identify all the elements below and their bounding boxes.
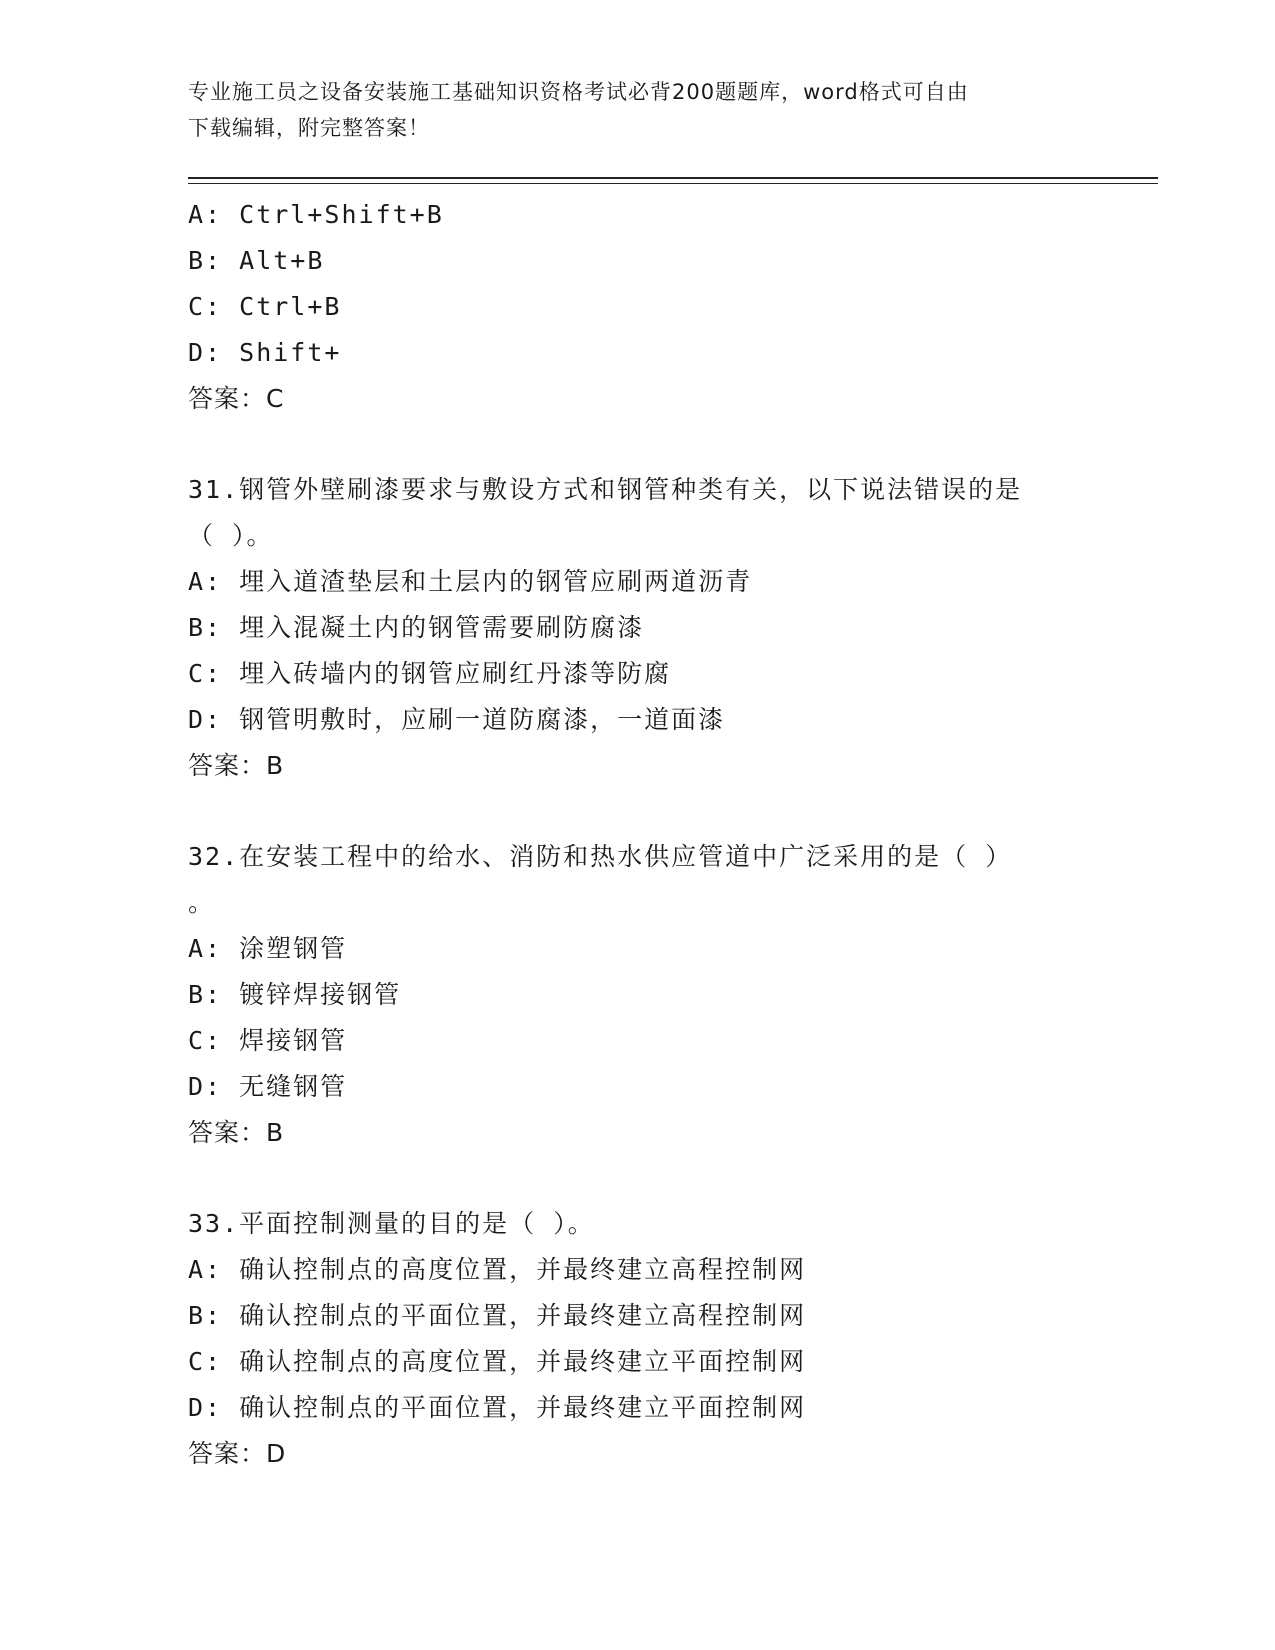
header-line-2: 下载编辑，附完整答案！: [188, 116, 430, 140]
answer: 答案：B: [188, 1118, 285, 1147]
answer: 答案：C: [188, 384, 285, 413]
option-d: D: 钢管明敷时，应刷一道防腐漆，一道面漆: [188, 705, 726, 734]
header-rule-thin: [188, 183, 1158, 184]
option-a: A: 埋入道渣垫层和土层内的钢管应刷两道沥青: [188, 567, 753, 596]
option-b: B: 确认控制点的平面位置，并最终建立高程控制网: [188, 1301, 807, 1330]
header-rule-thick: [188, 177, 1158, 179]
option-d: D: 无缝钢管: [188, 1072, 348, 1101]
question-33: [188, 1201, 1088, 1477]
option-b: B: 埋入混凝土内的钢管需要刷防腐漆: [188, 613, 645, 642]
question-30: [188, 192, 1088, 422]
question-32: [188, 834, 1088, 1156]
answer: 答案：D: [188, 1439, 287, 1468]
question-stem: 33.平面控制测量的目的是（ ）。: [188, 1209, 595, 1238]
option-d: D: Shift+: [188, 338, 342, 367]
option-c: C: 焊接钢管: [188, 1026, 348, 1055]
header-line-1: 专业施工员之设备安装施工基础知识资格考试必背200题题库，word格式可自由: [188, 80, 969, 104]
question-stem-continued: 。: [188, 888, 216, 917]
option-a: A: 确认控制点的高度位置，并最终建立高程控制网: [188, 1255, 807, 1284]
question-list: [188, 192, 1088, 1477]
option-a: A: 涂塑钢管: [188, 934, 348, 963]
option-c: C: 确认控制点的高度位置，并最终建立平面控制网: [188, 1347, 807, 1376]
question-31: [188, 467, 1088, 789]
option-b: B: 镀锌焊接钢管: [188, 980, 402, 1009]
option-b: B: Alt+B: [188, 246, 325, 275]
option-c: C: 埋入砖墙内的钢管应刷红丹漆等防腐: [188, 659, 672, 688]
document-header: [188, 74, 1068, 146]
question-stem: 32.在安装工程中的给水、消防和热水供应管道中广泛采用的是（ ）: [188, 842, 1013, 871]
question-stem-continued: （ ）。: [188, 521, 274, 550]
question-stem: 31.钢管外壁刷漆要求与敷设方式和钢管种类有关，以下说法错误的是: [188, 475, 1023, 504]
option-d: D: 确认控制点的平面位置，并最终建立平面控制网: [188, 1393, 807, 1422]
option-c: C: Ctrl+B: [188, 292, 342, 321]
option-a: A: Ctrl+Shift+B: [188, 200, 444, 229]
answer: 答案：B: [188, 751, 285, 780]
